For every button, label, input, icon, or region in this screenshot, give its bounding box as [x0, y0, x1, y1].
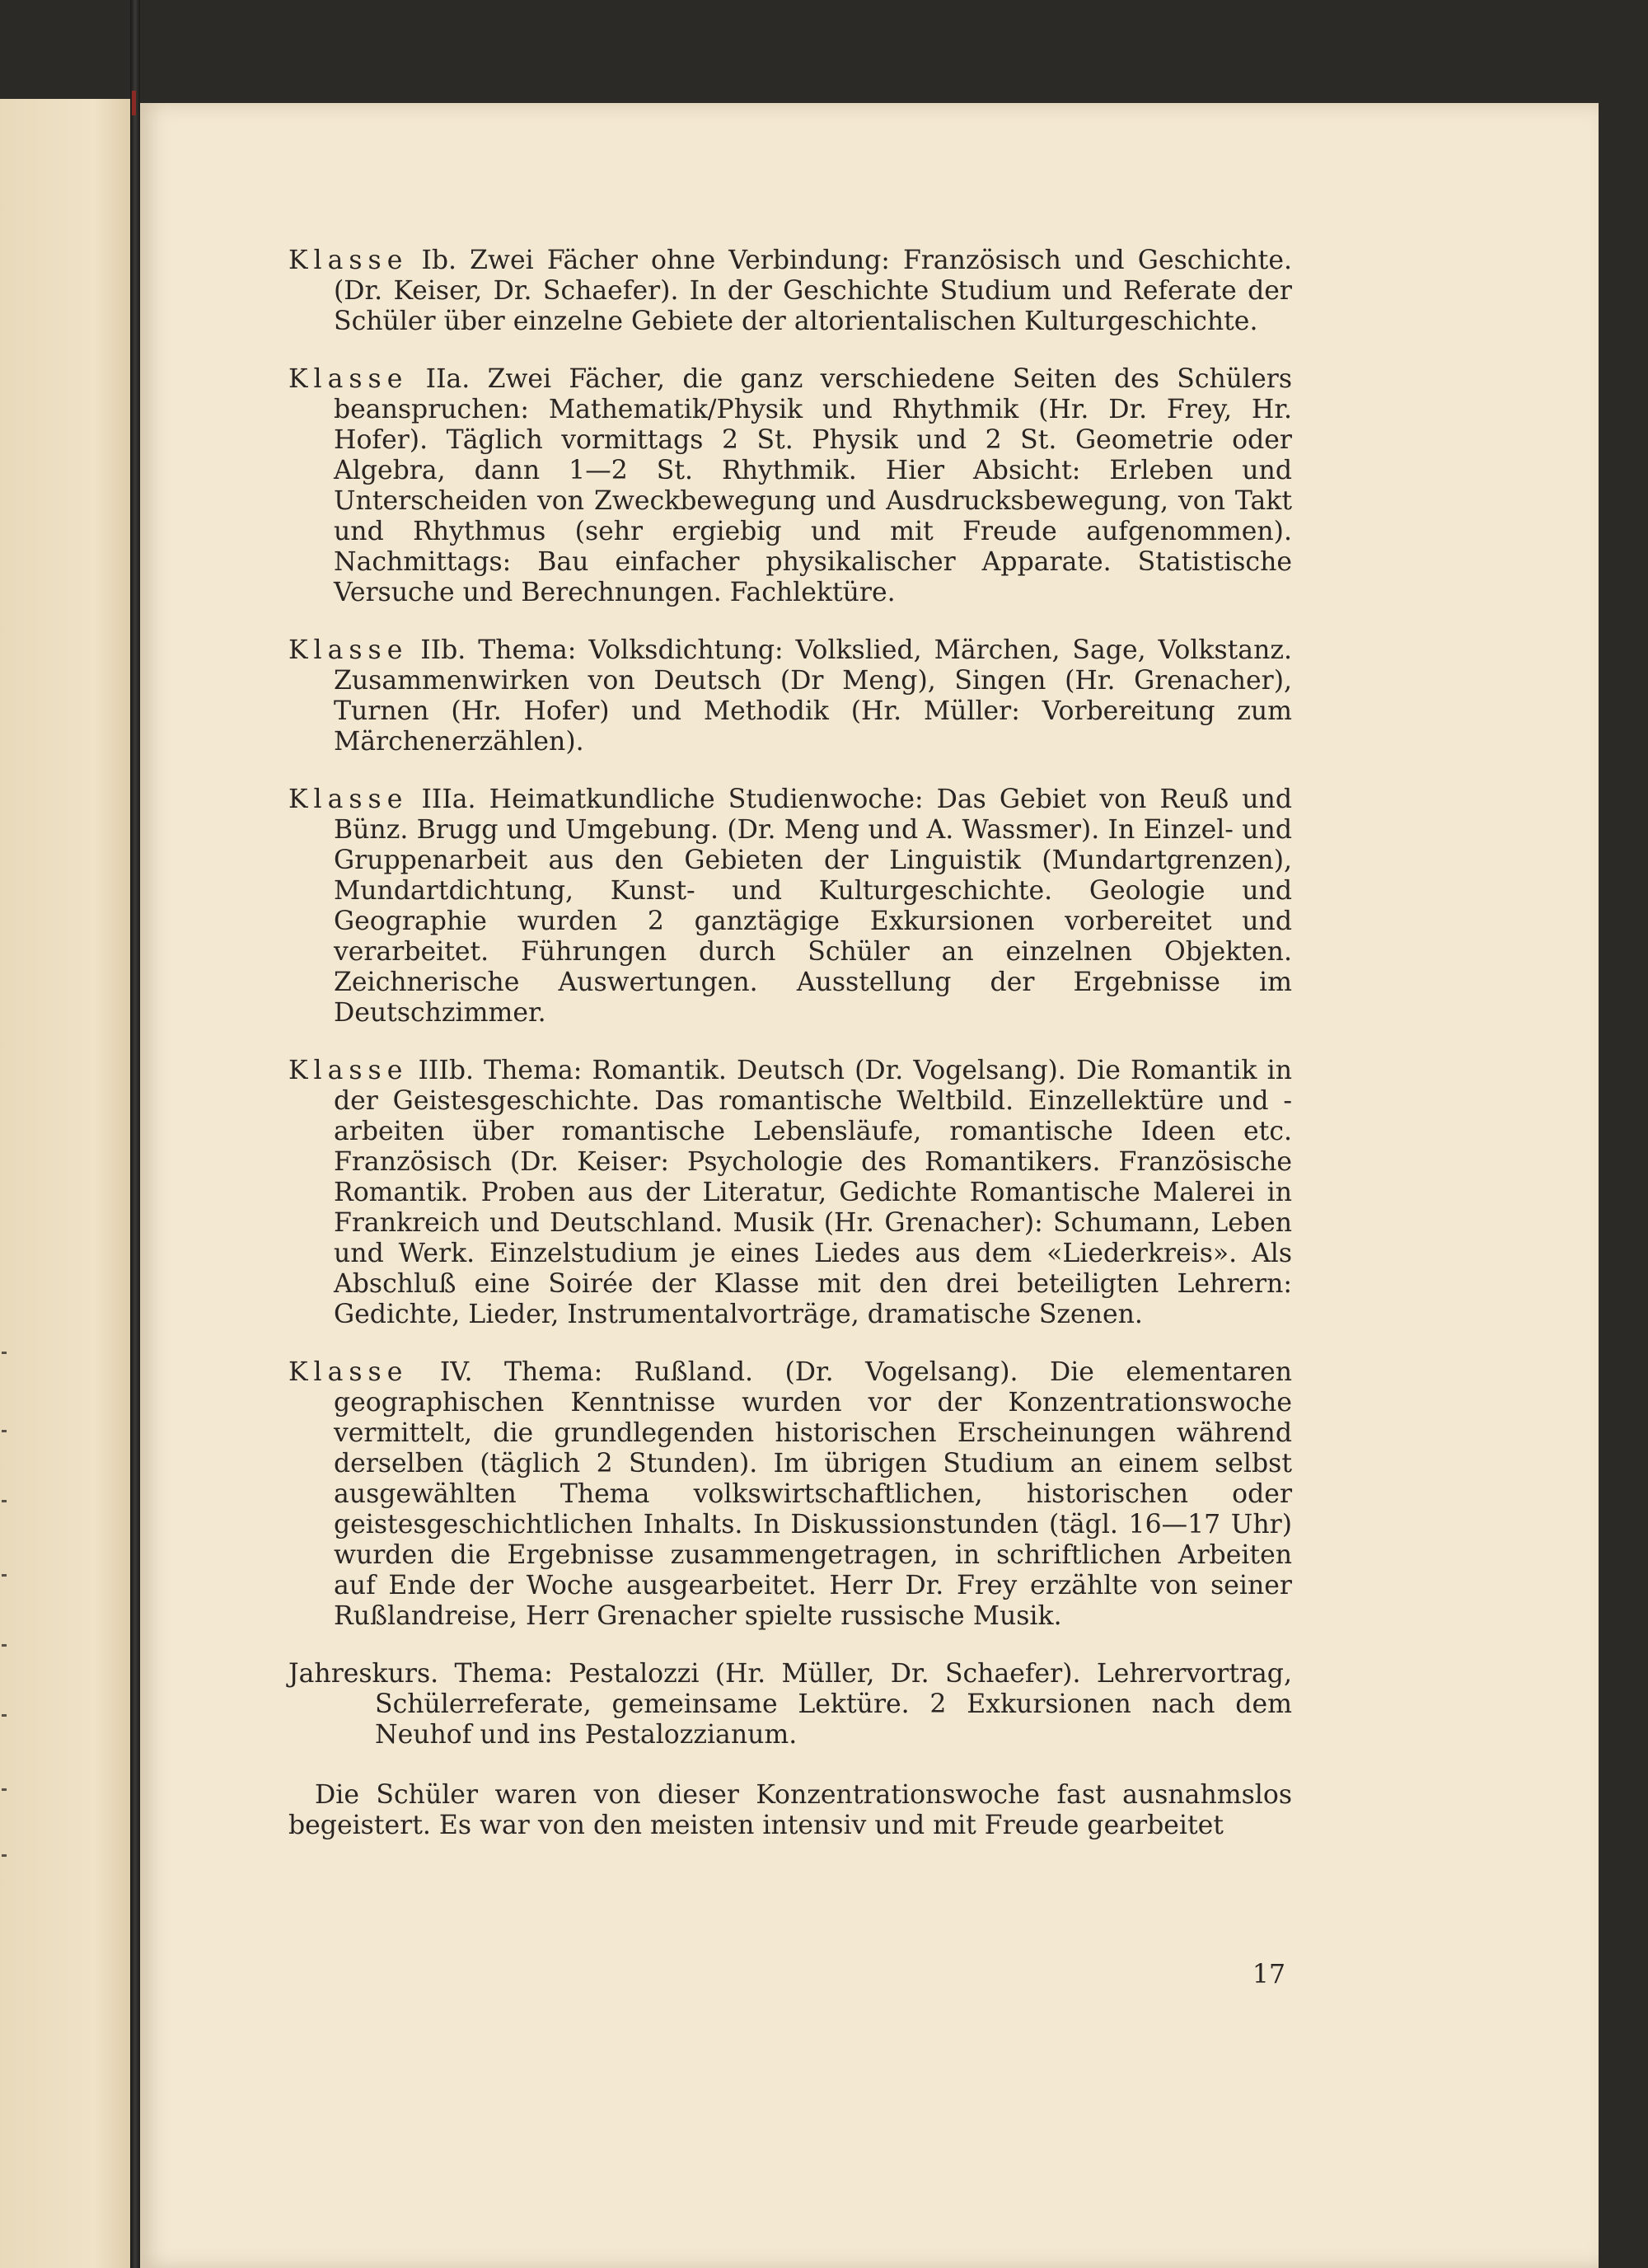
entry-label: Klasse	[288, 635, 409, 665]
left-page-margin-marks	[0, 1352, 16, 1887]
entry-text: IIa. Zwei Fächer, die ganz verschiedene Seiten des Schülers beanspruchen: Mathematik/Physik und Rhythmik (Hr. Dr. Frey, Hr. Hofer). Täglich vormittags 2 St. Physik und 2 St. Geometrie oder Algebra, dann 1—2 St. Rhythmik. Hier Absicht: Erleben und Unterscheiden von Zweckbewegung und Ausdrucksbewegung, von Takt und Rhythmus (sehr ergiebig und mit Freude aufgenommen). Nachmittags: Bau einfacher physikalischer Apparate. Statistische Versuche und Berechnungen. Fachlektüre.	[334, 364, 1292, 607]
entry-label: Klasse	[288, 785, 409, 814]
page-text	[288, 246, 1292, 1841]
entry-label: Klasse	[288, 364, 409, 394]
entry-text: IIIb. Thema: Romantik. Deutsch (Dr. Vogelsang). Die Romantik in der Geistesgeschichte. Das romantische Weltbild. Einzellektüre und -arbeiten über romantische Lebensläufe, romantische Ideen etc. Französisch (Dr. Keiser: Psychologie des Romantikers. Französische Romantik. Proben aus der Literatur, Gedichte Romantische Malerei in Frankreich und Deutschland. Musik (Hr. Grenacher): Schumann, Leben und Werk. Einzelstudium je eines Liedes aus dem «Liederkreis». Als Abschluß eine Soirée der Klasse mit den drei beteiligten Lehrern: Gedichte, Lieder, Instrumentalvorträge, dramatische Szenen.	[334, 1056, 1292, 1329]
entry-text: Thema: Pestalozzi (Hr. Müller, Dr. Schaefer). Lehrervortrag, Schülerreferate, gemeinsame Lektüre. 2 Exkursionen nach dem Neuhof und ins Pestalozzianum.	[375, 1659, 1292, 1750]
entry-label: Jahreskurs.	[288, 1659, 439, 1689]
entry-text: IIb. Thema: Volksdichtung: Volkslied, Märchen, Sage, Volkstanz. Zusammenwirken von Deutsch (Dr Meng), Singen (Hr. Grenacher), Turnen (Hr. Hofer) und Methodik (Hr. Müller: Vorbereitung zum Märchenerzählen).	[334, 635, 1292, 757]
page-number: 17	[1252, 1960, 1285, 1989]
left-page-edge	[0, 99, 136, 2268]
spine-ribbon	[132, 91, 136, 115]
entry-klasse-ib	[288, 246, 1292, 337]
entry-label: Klasse	[288, 1056, 409, 1085]
entry-klasse-iiib	[288, 1056, 1292, 1330]
entry-label: Klasse	[288, 246, 409, 275]
entry-klasse-iiia	[288, 785, 1292, 1029]
entry-jahreskurs	[288, 1659, 1292, 1750]
entry-label: Klasse	[288, 1357, 409, 1387]
entry-klasse-iia	[288, 364, 1292, 608]
entry-text: IIIa. Heimatkundliche Studienwoche: Das Gebiet von Reuß und Bünz. Brugg und Umgebung. (Dr. Meng und A. Wassmer). In Einzel- und Gruppenarbeit aus den Gebieten der Linguistik (Mundartgrenzen), Mundartdichtung, Kunst- und Kulturgeschichte. Geologie und Geographie wurden 2 ganztägige Exkursionen vorbereitet und verarbeitet. Führungen durch Schüler an einzelnen Objekten. Zeichnerische Auswertungen. Ausstellung der Ergebnisse im Deutschzimmer.	[334, 785, 1292, 1028]
entry-text: IV. Thema: Rußland. (Dr. Vogelsang). Die elementaren geographischen Kenntnisse wurden vor der Konzentrationswoche vermittelt, die grundlegenden historischen Erscheinungen während derselben (täglich 2 Stunden). Im übrigen Studium an einem selbst ausgewählten Thema volkswirtschaftlichen, historischen oder geistesgeschichtlichen Inhalts. In Diskussionstunden (tägl. 16—17 Uhr) wurden die Ergebnisse zusammengetragen, in schriftlichen Arbeiten auf Ende der Woche ausgearbeitet. Herr Dr. Frey erzählte von seiner Rußlandreise, Herr Grenacher spielte russische Musik.	[334, 1357, 1292, 1631]
entry-text: Ib. Zwei Fächer ohne Verbindung: Französisch und Geschichte. (Dr. Keiser, Dr. Schaefer). In der Geschichte Studium und Referate der Schüler über einzelne Gebiete der altorientalischen Kulturgeschichte.	[334, 246, 1292, 336]
book-spine	[130, 0, 140, 2268]
entry-klasse-iib	[288, 635, 1292, 757]
closing-paragraph: Die Schüler waren von dieser Konzentrationswoche fast ausnahmslos begeistert. Es war von den meisten intensiv und mit Freude gearbeitet	[288, 1780, 1292, 1840]
entry-klasse-iv	[288, 1357, 1292, 1632]
